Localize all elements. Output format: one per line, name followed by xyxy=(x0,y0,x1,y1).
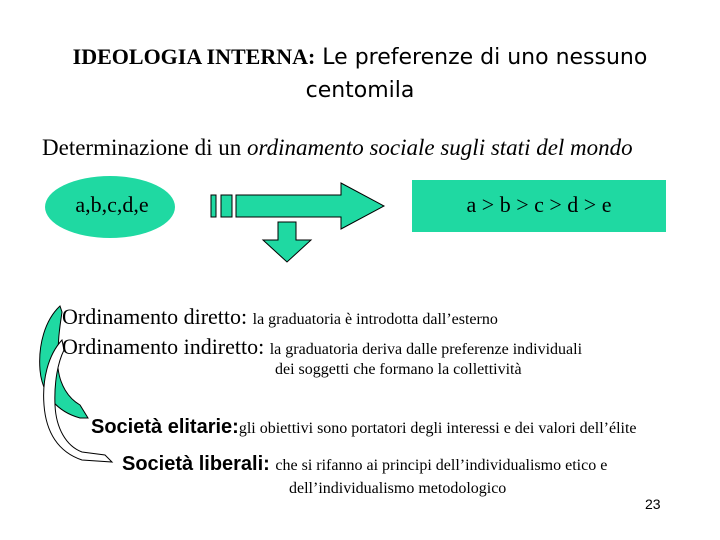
elitist-head: Società elitarie: xyxy=(91,416,239,438)
direct-head: Ordinamento diretto: xyxy=(62,304,253,329)
determination-line xyxy=(42,135,633,161)
determination-prefix: Determinazione di un xyxy=(42,135,248,160)
title-bold: IDEOLOGIA INTERNA: xyxy=(72,44,316,69)
liberal-head: Società liberali: xyxy=(122,453,276,475)
ellipse-label: a,b,c,d,e xyxy=(75,192,149,217)
direct-text: la graduatoria è introdotta dall’esterno xyxy=(252,311,498,328)
elitist-text: gli obiettivi sono portatori degli interessi e dei valori dell’élite xyxy=(238,420,637,437)
arrow-stripe-2 xyxy=(221,195,232,217)
slide-title-line2: centomila xyxy=(305,78,415,103)
right-arrow xyxy=(236,183,384,229)
liberal-text-2: dell’individualismo metodologico xyxy=(289,480,507,497)
indirect-text: la graduatoria deriva dalle preferenze individuali xyxy=(269,341,583,358)
liberal-societies xyxy=(122,453,607,476)
slide-title xyxy=(0,42,720,73)
down-arrow xyxy=(263,222,311,262)
indirect-head: Ordinamento indiretto: xyxy=(62,334,270,359)
liberal-text: che si rifanno ai principi dell’individualismo etico e xyxy=(275,457,608,474)
elitist-societies xyxy=(91,416,637,439)
box-label: a > b > c > d > e xyxy=(466,192,612,217)
title-rest: Le preferenze di uno nessuno xyxy=(315,45,648,70)
arrow-stripe-1 xyxy=(211,195,216,217)
indirect-ordering xyxy=(62,334,582,360)
determination-italic: ordinamento sociale sugli stati del mondo xyxy=(247,135,633,160)
direct-ordering xyxy=(62,304,498,330)
page-number: 23 xyxy=(645,496,661,512)
indirect-text-2: dei soggetti che formano la collettività xyxy=(275,361,522,378)
